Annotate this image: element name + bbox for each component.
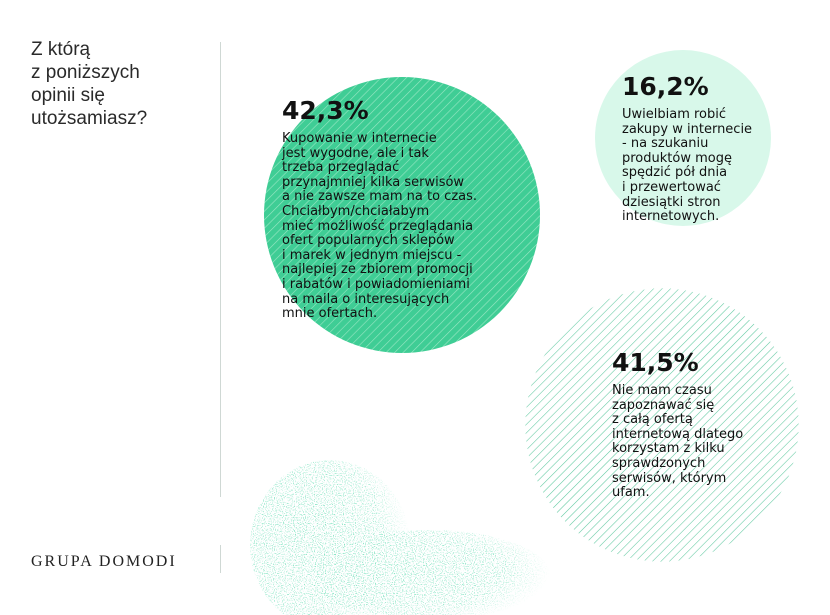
brand-logo-text: GRUPA DOMODI	[31, 553, 177, 570]
bubble-41-5-label	[612, 348, 743, 501]
bubble-42-3-label	[282, 96, 477, 322]
bubble-16-2-label	[622, 72, 752, 225]
percent-label: 42,3%	[282, 96, 369, 125]
opinion-text: Kupowanie w internecie jest wygodne, ale i tak trzeba przeglądać przynajmniej kilka serwisów a nie zawsze mam na to czas. Chciałbym/chciałabym mieć możliwość przeglądania ofert popularnych sklepów i marek w jednym miejscu - najlepiej ze zbiorem promocji i rabatów i powiadomieniami na maila o interesujących mnie ofertach.	[282, 131, 478, 322]
percent-label: 41,5%	[612, 348, 699, 377]
opinion-text: Uwielbiam robić zakupy w internecie - na szukaniu produktów mogę spędzić pół dnia i przewertować dziesiątki stron internetowych.	[622, 107, 753, 225]
opinion-text: Nie mam czasu zapoznawać się z całą ofertą internetową dlatego korzystam z kilku sprawdzonych serwisów, którym ufam.	[612, 383, 744, 501]
decorative-dot-cloud	[250, 460, 550, 615]
question-text: Z którą z poniższych opinii się utożsamiasz?	[31, 39, 148, 129]
percent-label: 16,2%	[622, 72, 709, 101]
